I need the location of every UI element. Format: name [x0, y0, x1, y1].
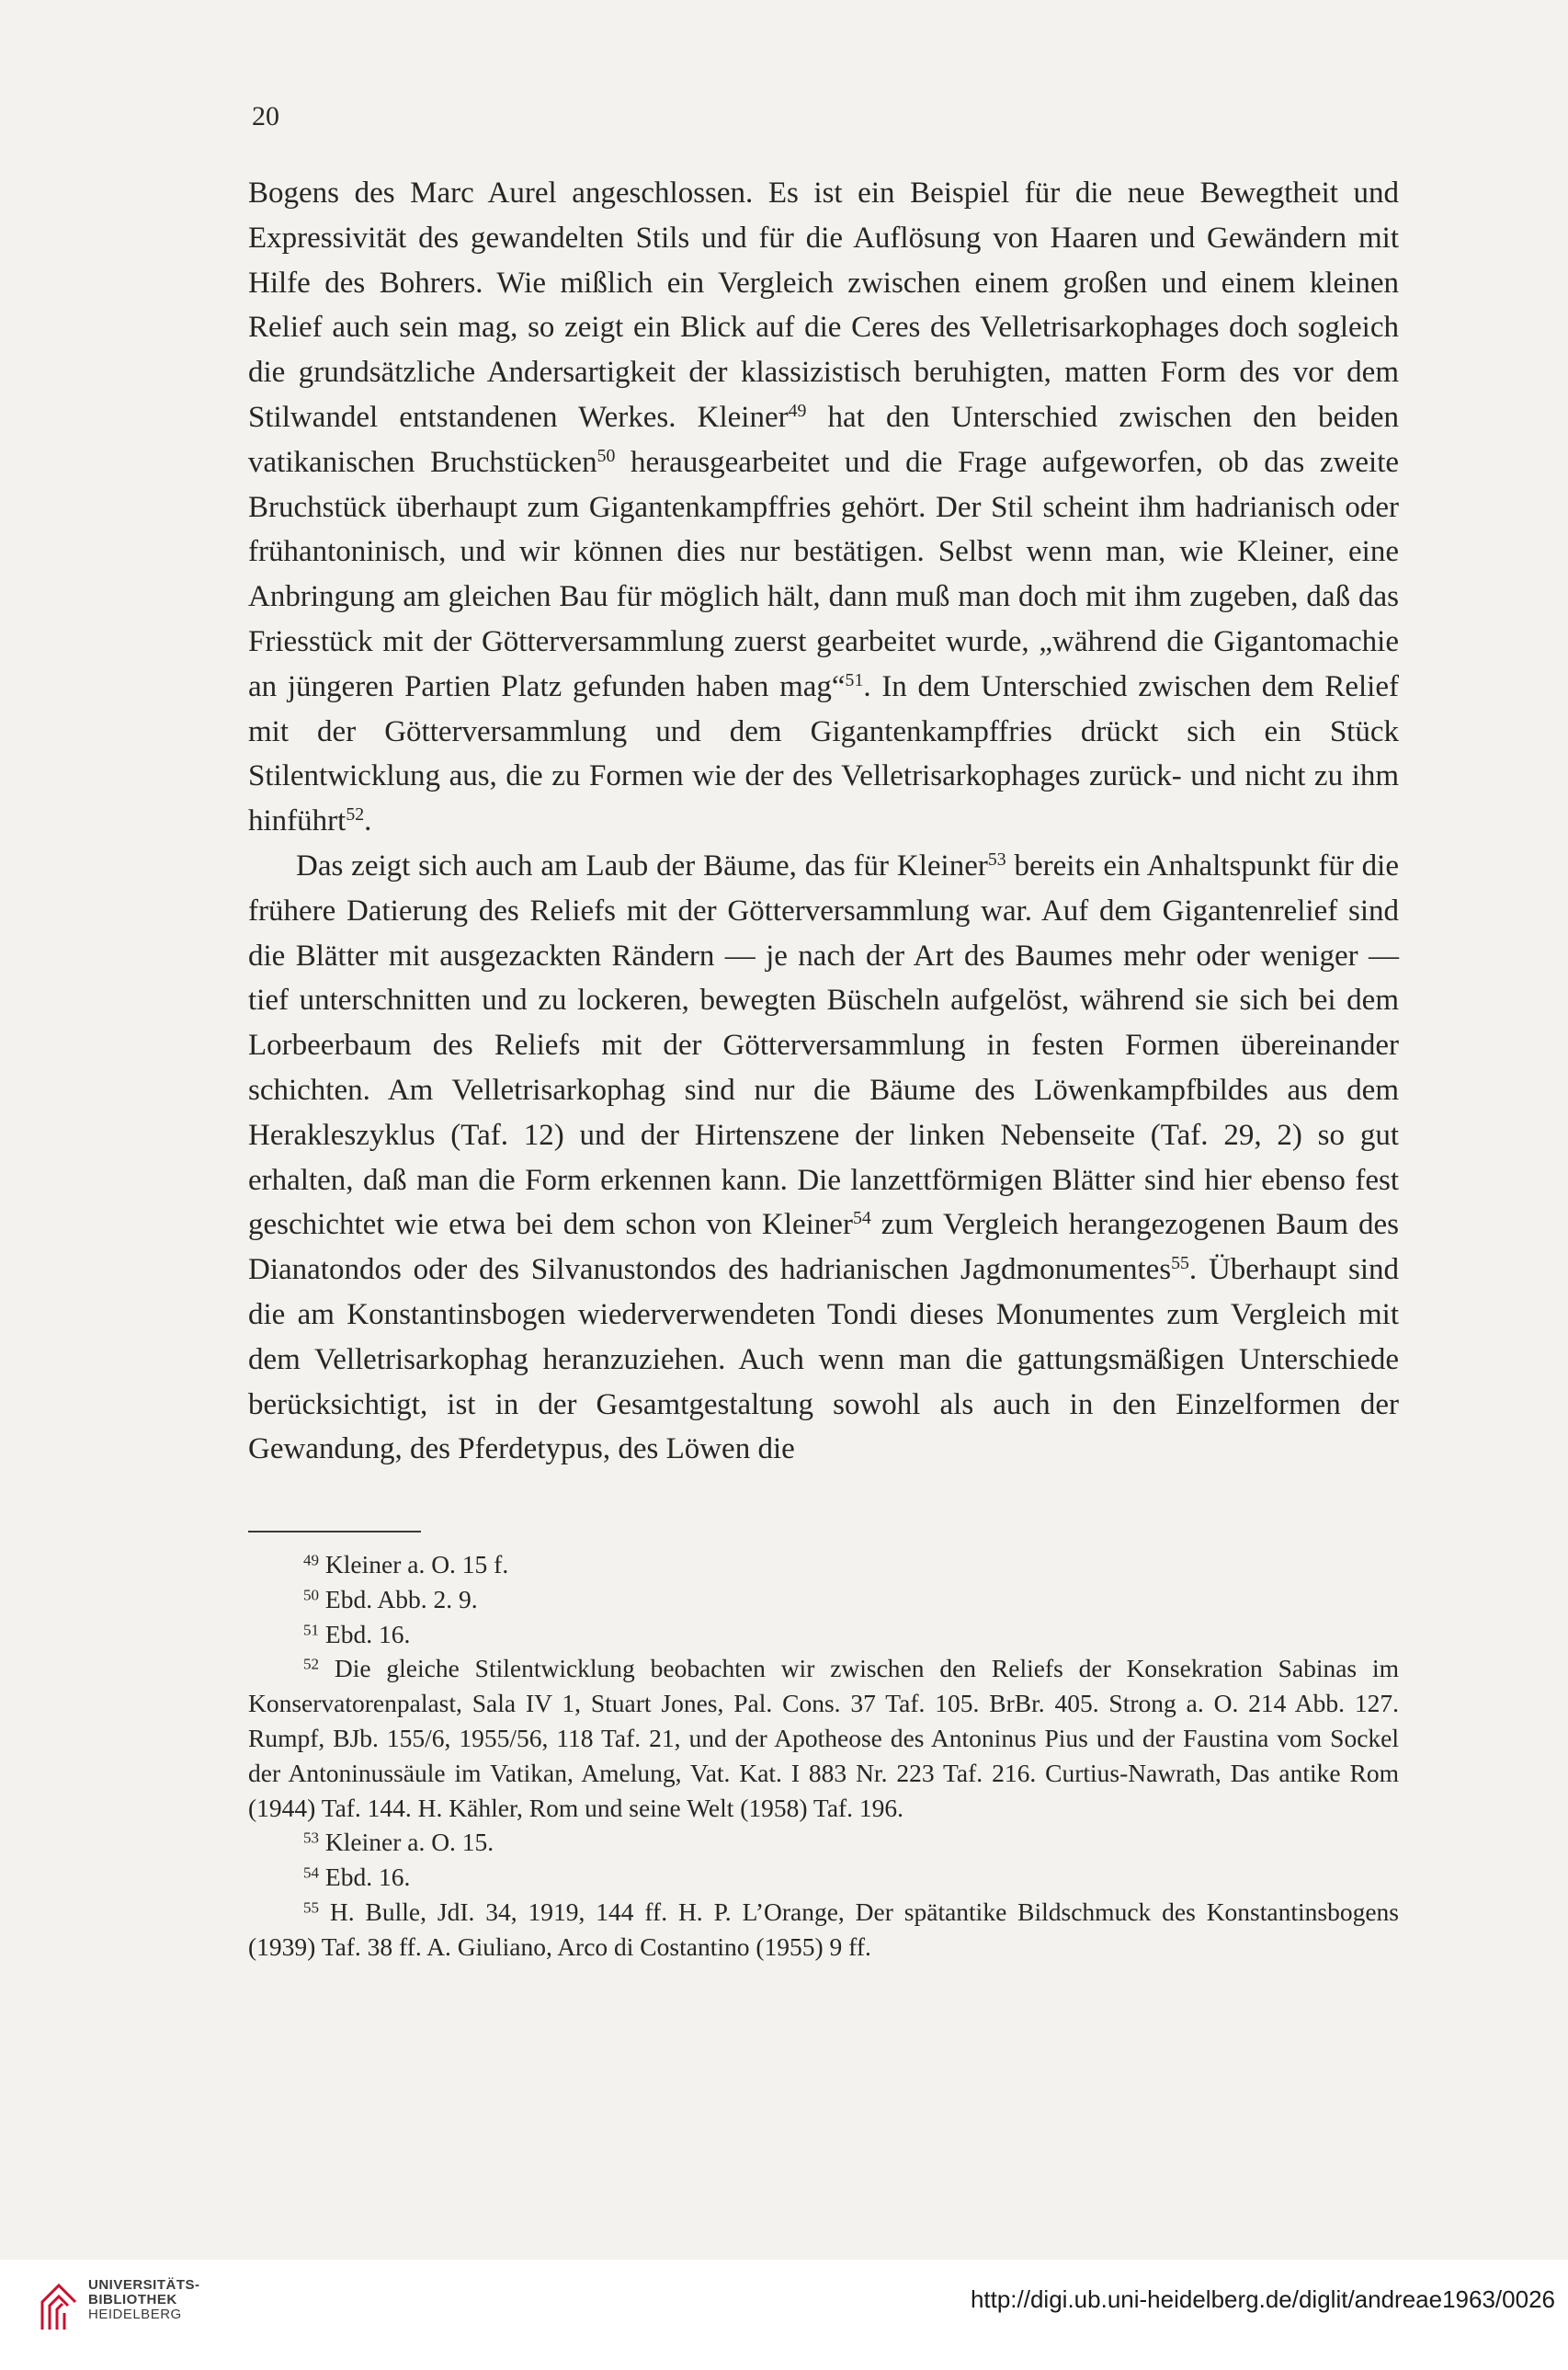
footnote-text: Die gleiche Stilentwicklung beobachten wir zwischen den Reliefs der Konsekration Sabinas im Konservatorenpalast, Sala IV 1, Stuart Jones, Pal. Cons. 37 Taf. 105. BrBr. 405. Strong a. O. 214 Abb. 127. Rumpf, BJb. 155/6, 1955/56, 118 Taf. 21, und der Apotheose des Antoninus Pius und der Faustina vom Sockel der Antoninussäule im Vatikan, Amelung, Vat. Kat. I 883 Nr. 223 Taf. 216. Curtius-Nawrath, Das antike Rom (1944) Taf. 144. H. Kähler, Rom und seine Welt (1958) Taf. 196. [248, 1654, 1399, 1822]
footnote-number: 49 [303, 1551, 320, 1569]
footnote-reference[interactable]: 55 [1171, 1253, 1189, 1274]
footnote-reference[interactable]: 51 [845, 669, 864, 690]
footnote-number: 50 [303, 1586, 320, 1604]
library-name-line1: UNIVERSITÄTS- [88, 2277, 200, 2293]
footnote-text: Kleiner a. O. 15 f. [324, 1550, 509, 1578]
body-text-run: Das zeigt sich auch am Laub der Bäume, das für Kleiner [296, 849, 988, 883]
footnote-text: Ebd. Abb. 2. 9. [324, 1584, 478, 1613]
footnote-divider [248, 1531, 421, 1533]
footnote-text: Ebd. 16. [324, 1863, 411, 1892]
footnote-number: 53 [303, 1829, 320, 1847]
library-name [88, 2278, 200, 2322]
footnote-reference[interactable]: 53 [987, 849, 1006, 871]
footnote-text: H. Bulle, JdI. 34, 1919, 144 ff. H. P. L’Orange, Der spätantike Bildschmuck des Konstantinsbogens (1939) Taf. 38 ff. A. Giuliano, Arco di Costantino (1955) 9 ff. [248, 1897, 1399, 1961]
page-number: 20 [252, 101, 279, 131]
body-paragraph [248, 844, 1399, 1472]
body-text-run: . [364, 804, 372, 838]
body-text-run: . Überhaupt sind die am Konstantinsbogen wiederverwendeten Tondi dieses Monumentes zum Vergleich mit dem Velletrisarkophag heranzuziehen. Auch wenn man die gattungsmäßigen Unterschiede berücksichtigt, ist in der Gesamtgestaltung sowohl als auch in den Einzelformen der Gewandung, des Pferdetypus, des Löwen die [248, 1253, 1400, 1466]
body-text [248, 171, 1399, 1472]
footnote-text: Ebd. 16. [324, 1619, 411, 1648]
footnote [248, 1547, 1399, 1582]
footnote-reference[interactable]: 49 [788, 401, 807, 422]
footnote-number: 52 [303, 1655, 320, 1673]
body-text-run: Bogens des Marc Aurel angeschlossen. Es ist ein Beispiel für die neue Bewegtheit und Expressivität des gewandelten Stils und für die Auflösung von Haaren und Gewändern mit Hilfe des Bohrers. Wie mißlich ein Vergleich zwischen einem großen und einem kleinen Relief auch sein mag, so zeigt ein Blick auf die Ceres des Velletrisarkophages doch sogleich die grundsätzliche Andersartigkeit der klassizistisch beruhigten, matten Form des vor dem Stilwandel entstandenen Werkes. Kleiner [248, 177, 1399, 434]
body-text-run: zum Vergleich herangezogenen Baum des Dianatondos oder des Silvanustondos des hadrianischen Jagdmonumentes [248, 1208, 1399, 1287]
body-text-run: herausgearbeitet und die Frage aufgeworfen, ob das zweite Bruchstück überhaupt zum Gigantenkampffries gehört. Der Stil scheint ihm hadrianisch oder frühantoninisch, und wir können dies nur bestätigen. Selbst wenn man, wie Kleiner, eine Anbringung am gleichen Bau für möglich hält, dann muß man doch mit ihm zugeben, daß das Friesstück mit der Götterversammlung zuerst gearbeitet wurde, „während die Gigantomachie an jüngeren Partien Platz gefunden haben mag“ [248, 445, 1400, 703]
footer-bar [0, 2260, 1568, 2370]
footnote [248, 1617, 1399, 1652]
footnote-number: 55 [303, 1898, 320, 1917]
footnote [248, 1895, 1399, 1965]
footnote-reference[interactable]: 50 [597, 445, 616, 466]
body-text-run: . In dem Unterschied zwischen dem Relief mit der Götterversammlung und dem Gigantenkampffries drückt sich ein Stück Stilentwicklung aus, die zu Formen wie der des Velletrisarkophages zurück- und nicht zu ihm hinführt [248, 669, 1399, 838]
footnote-number: 54 [303, 1863, 320, 1882]
footnote [248, 1825, 1399, 1860]
body-paragraph [248, 171, 1399, 844]
source-url[interactable]: http://digi.ub.uni-heidelberg.de/diglit/andreae1963/0026 [970, 2285, 1555, 2313]
footnote [248, 1582, 1399, 1617]
footnote [248, 1651, 1399, 1825]
footnotes [248, 1547, 1399, 1965]
body-text-run: hat den Unterschied zwischen den beiden vatikanischen Bruchstücken [248, 400, 1399, 479]
footnote [248, 1860, 1399, 1895]
body-text-run: bereits ein Anhaltspunkt für die frühere Datierung des Reliefs mit der Götterversammlung war. Auf dem Gigantenrelief sind die Blätter mit ausgezackten Rändern — je nach der Art des Baumes mehr oder weniger — tief unterschnitten und zu lockeren, bewegten Büscheln aufgelöst, während sie sich bei dem Lorbeerbaum des Reliefs mit der Götterversammlung in festen Formen übereinander schichten. Am Velletrisarkophag sind nur die Bäume des Löwenkampfbildes aus dem Herakleszyklus (Taf. 12) und der Hirtenszene der linken Nebenseite (Taf. 29, 2) so gut erhalten, daß man die Form erkennen kann. Die lanzettförmigen Blätter sind hier ebenso fest geschichtet wie etwa bei dem schon von Kleiner [248, 849, 1399, 1242]
footnote-reference[interactable]: 54 [852, 1208, 871, 1229]
ub-heidelberg-logo-icon [37, 2274, 81, 2335]
footnote-number: 51 [303, 1621, 320, 1639]
footnote-reference[interactable]: 52 [346, 804, 365, 826]
library-name-line2: BIBLIOTHEK [88, 2292, 177, 2307]
footnote-text: Kleiner a. O. 15. [324, 1828, 494, 1857]
library-name-line3: HEIDELBERG [88, 2307, 182, 2322]
